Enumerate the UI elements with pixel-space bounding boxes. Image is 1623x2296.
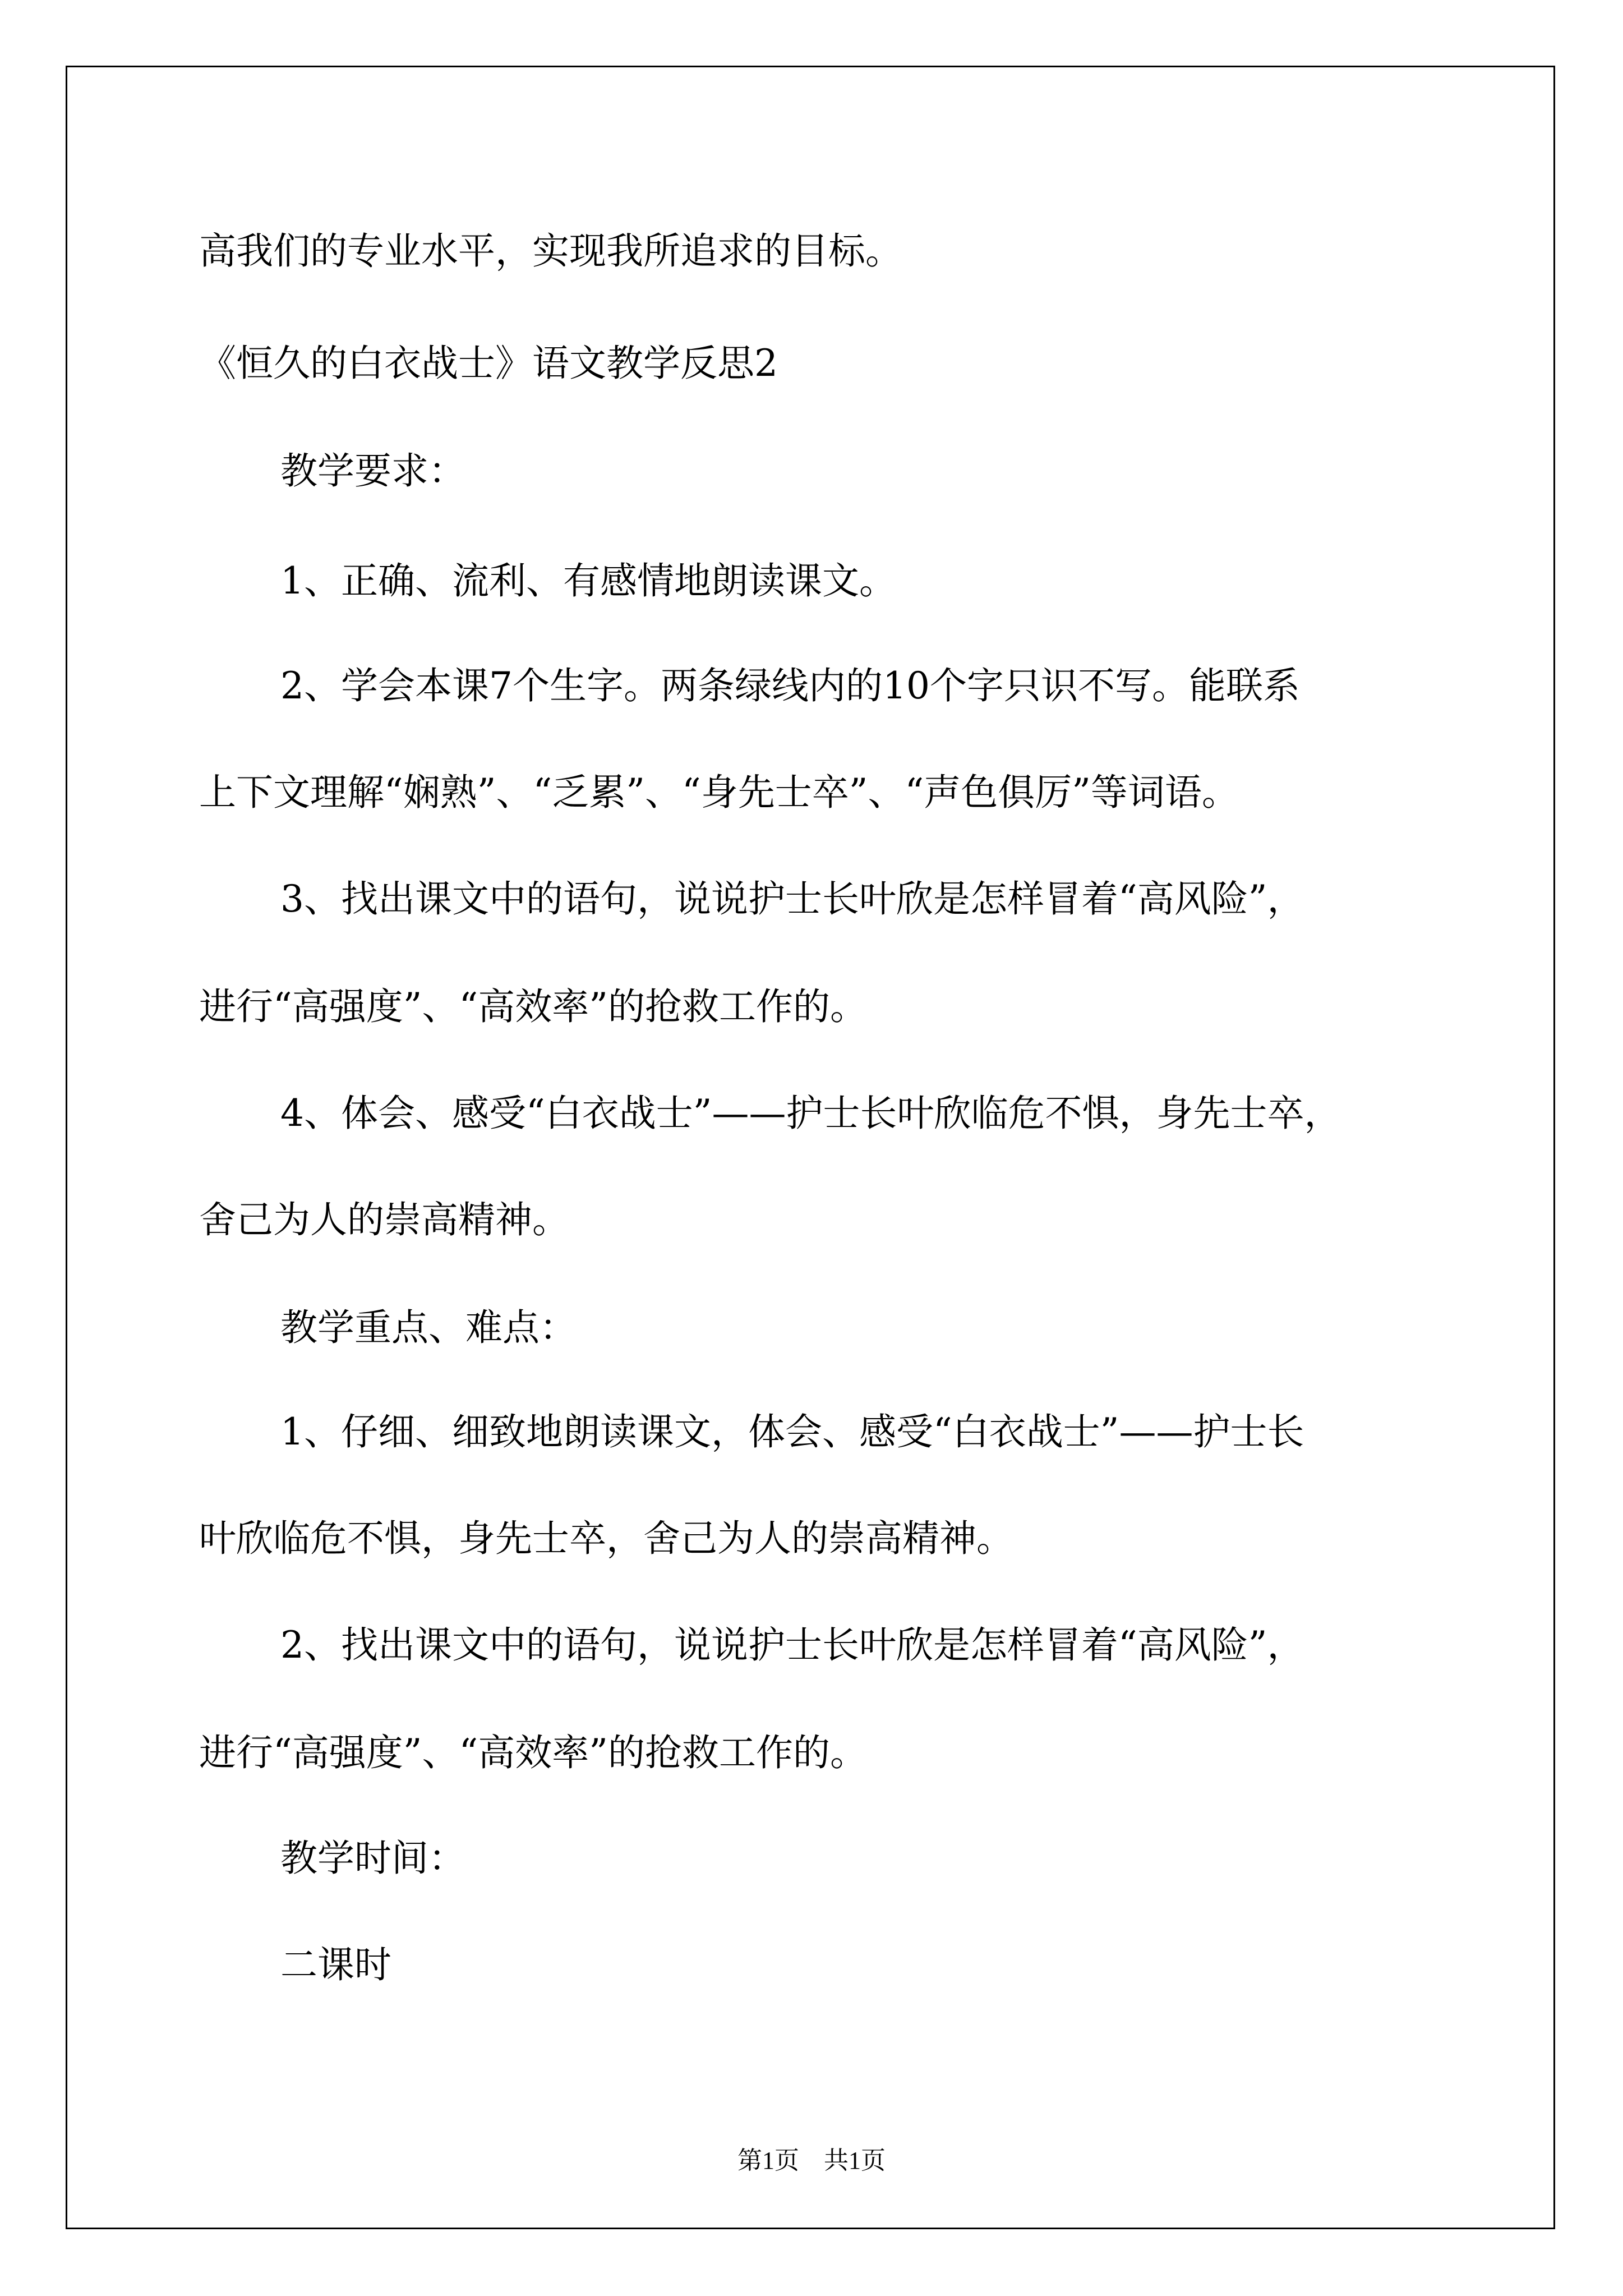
page-footer: 第1页 共1页: [737, 2147, 886, 2174]
text-line: 舍己为人的崇高精神。: [199, 1198, 569, 1241]
text-line: 叶欣临危不惧，身先士卒，舍己为人的崇高精神。: [199, 1517, 1013, 1560]
text-line: 进行“高强度”、“高效率”的抢救工作的。: [199, 985, 867, 1028]
text-line: 二课时: [280, 1943, 391, 1986]
text-line: 2、学会本课7个生字。两条绿线内的10个字只识不写。能联系: [280, 664, 1300, 707]
text-line: 高我们的专业水平，实现我所追求的目标。: [199, 229, 902, 273]
text-line: 教学要求：: [280, 449, 465, 493]
text-line: 教学重点、难点：: [280, 1306, 577, 1349]
text-line: 上下文理解“娴熟”、“乏累”、“身先士卒”、“声色俱厉”等词语。: [199, 771, 1239, 814]
text-line: 4、体会、感受“白衣战士”——护士长叶欣临危不惧，身先士卒，: [280, 1092, 1341, 1135]
text-line: 进行“高强度”、“高效率”的抢救工作的。: [199, 1731, 867, 1774]
text-line: 教学时间：: [280, 1837, 465, 1880]
text-line: 2、找出课文中的语句，说说护士长叶欣是怎样冒着“高风险”，: [280, 1623, 1304, 1667]
text-line: 1、仔细、细致地朗读课文，体会、感受“白衣战士”——护士长: [280, 1410, 1304, 1453]
section-heading: 《恒久的白衣战士》语文教学反思2: [199, 342, 778, 385]
text-line: 3、找出课文中的语句，说说护士长叶欣是怎样冒着“高风险”，: [280, 877, 1304, 921]
text-line: 1、正确、流利、有感情地朗读课文。: [280, 559, 896, 602]
page-border: [66, 66, 1555, 2229]
